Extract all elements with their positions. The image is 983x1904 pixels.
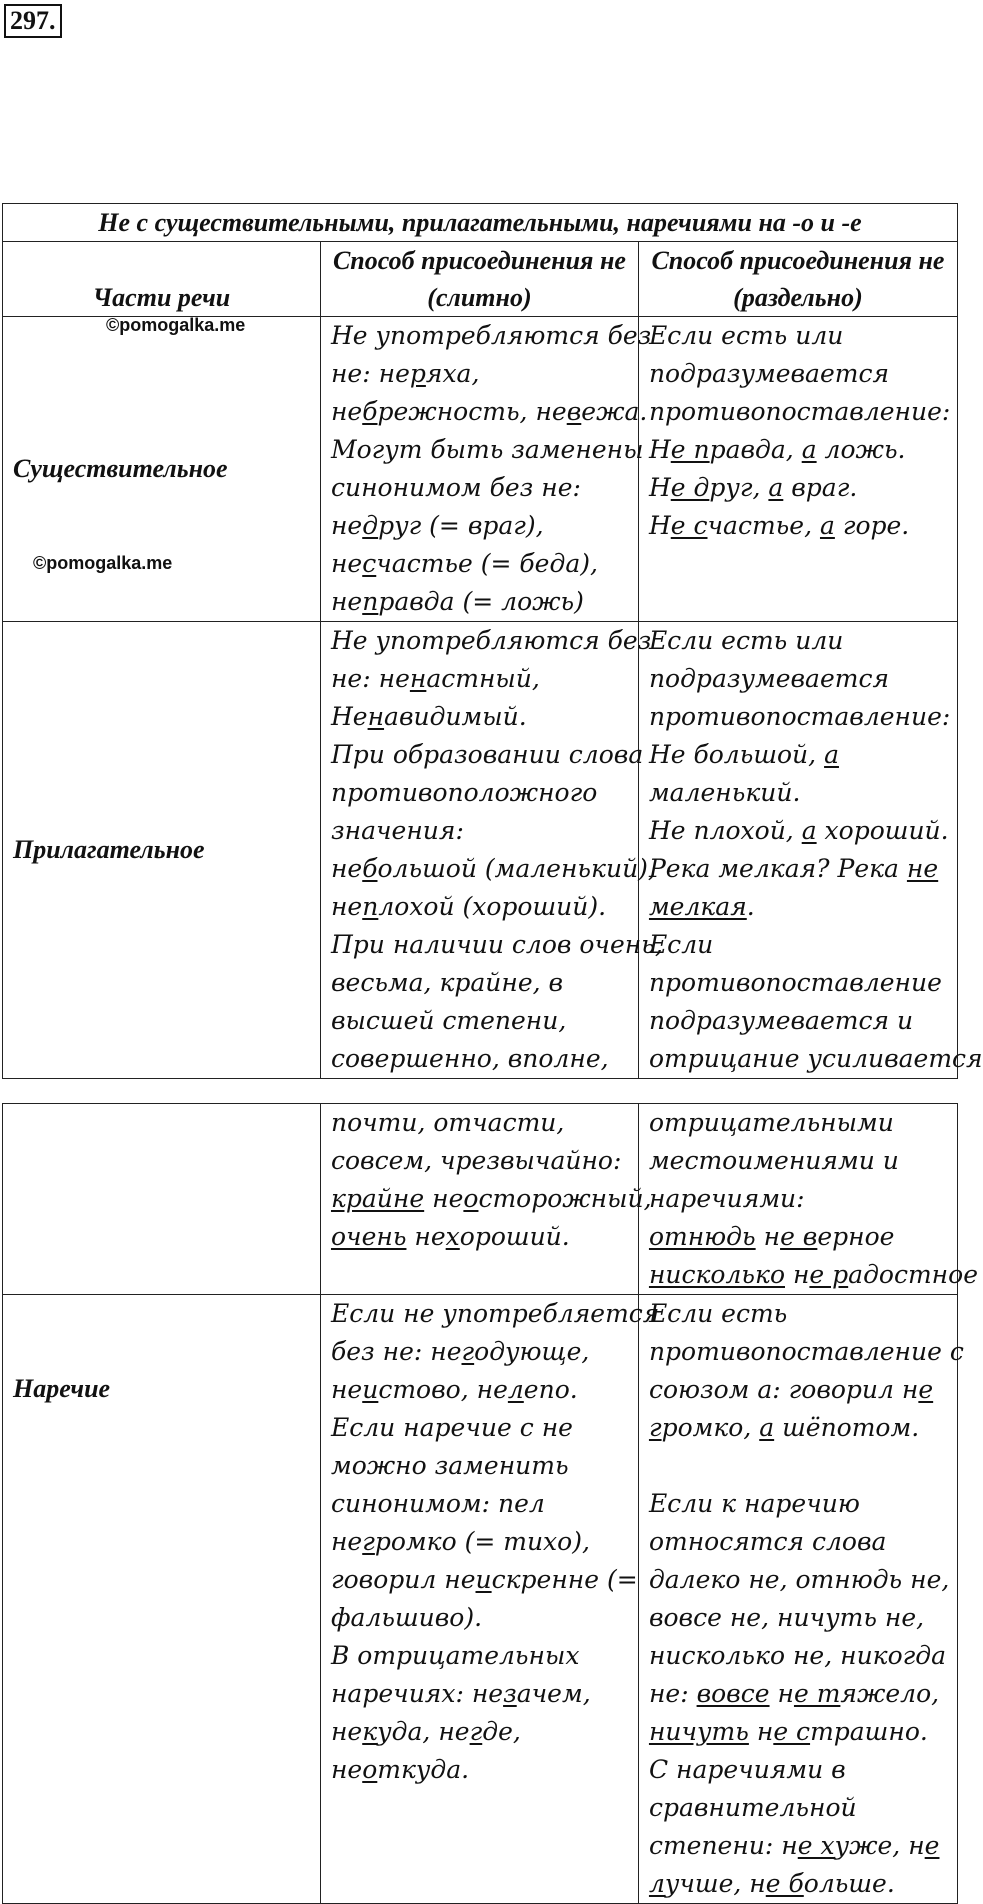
text-line: Не большой, а — [648, 740, 839, 769]
text-line: неистово, нелепо. — [330, 1375, 578, 1404]
text-line — [649, 1447, 947, 1485]
text-line: При образовании слова — [330, 740, 644, 769]
table-row — [3, 622, 958, 1079]
text-line: сравнительной — [648, 1793, 857, 1822]
text-line: не: ненастный, — [330, 664, 540, 693]
text-line: отнюдь не верное — [648, 1222, 895, 1251]
text-line: нисколько не, никогда — [648, 1641, 947, 1670]
part-of-speech-cell — [3, 1295, 321, 1904]
text-line: крайне неосторожный, — [330, 1184, 652, 1213]
text-line: Река мелкая? Река не — [648, 854, 939, 883]
slitno-cell — [320, 1104, 652, 1295]
text-line: неплохой (хороший). — [330, 892, 607, 921]
razdelno-cell — [638, 1295, 964, 1904]
text-line: далеко не, отнюдь не, — [648, 1565, 950, 1594]
text-line: подразумевается и — [648, 1006, 914, 1035]
text-line: Не счастье, а горе. — [648, 511, 910, 540]
razdelno-cell — [638, 622, 983, 1079]
table-title: Не с существительными, прилагательными, наречиями на -о и -е — [3, 204, 958, 242]
text-line: Не употребляются без — [330, 321, 652, 350]
part-of-speech-label: Прилагательное — [13, 835, 205, 864]
text-line: Если не употребляется — [330, 1299, 660, 1328]
text-line: совершенно, вполне, — [330, 1044, 609, 1073]
header-slitno: Способ присоединения не (слитно) — [320, 242, 638, 317]
text-line: совсем, чрезвычайно: — [330, 1146, 622, 1175]
text-line: громко, а шёпотом. — [648, 1413, 920, 1442]
text-line: ничуть не страшно. — [648, 1717, 928, 1746]
text-line: некуда, негде, — [330, 1717, 521, 1746]
part-of-speech-cell — [3, 1104, 321, 1295]
text-line: очень нехороший. — [330, 1222, 570, 1251]
text-line: С наречиями в — [648, 1755, 846, 1784]
part-of-speech-cell — [3, 317, 321, 622]
part-of-speech-cell — [3, 622, 321, 1079]
text-line: значения: — [330, 816, 464, 845]
text-line: недруг (= враг), — [330, 511, 544, 540]
text-line: нисколько не радостное — [648, 1260, 978, 1289]
part-of-speech-label: Существительное — [13, 454, 228, 483]
rules-table-part-2 — [2, 1103, 978, 1904]
watermark: ©pomogalka.me — [106, 315, 246, 335]
text-line: отрицание усиливается — [648, 1044, 983, 1073]
text-line: Если есть или — [648, 321, 844, 350]
text-line: союзом а: говорил не — [648, 1375, 934, 1404]
text-line: фальшиво). — [330, 1603, 483, 1632]
table-row — [3, 1104, 958, 1295]
text-line: Не плохой, а хороший. — [648, 816, 949, 845]
exercise-number: 297. — [4, 4, 62, 38]
text-line: не: неряха, — [330, 359, 480, 388]
text-line: вовсе не, ничуть не, — [648, 1603, 925, 1632]
text-line: Могут быть заменены — [330, 435, 644, 464]
header-razdelno: Способ присоединения не (раздельно) — [638, 242, 957, 317]
text-line: наречиями: — [648, 1184, 805, 1213]
text-line: Если есть или — [648, 626, 844, 655]
table-header-row — [3, 242, 958, 317]
table-row — [3, 317, 958, 622]
text-line: несчастье (= беда), — [330, 549, 598, 578]
text-line: степени: не хуже, не — [648, 1831, 940, 1860]
watermark: ©pomogalka.me — [33, 553, 173, 573]
slitno-cell — [320, 1295, 660, 1904]
text-line: говорил неискренне (= — [330, 1565, 638, 1594]
text-line: лучше, не больше. — [648, 1869, 895, 1898]
text-line: При наличии слов очень, — [330, 930, 663, 959]
text-line: неоткуда. — [330, 1755, 470, 1784]
text-line: синонимом без не: — [330, 473, 581, 502]
text-line: не: вовсе не тяжело, — [648, 1679, 940, 1708]
text-line: Если наречие с не — [330, 1413, 573, 1442]
text-line: противопоставление — [648, 968, 942, 997]
razdelno-cell — [638, 317, 957, 622]
text-line: противопоставление: — [648, 702, 951, 731]
part-of-speech-label: Наречие — [13, 1374, 111, 1403]
text-line: синонимом: пел — [330, 1489, 545, 1518]
text-line: небрежность, невежа. — [330, 397, 648, 426]
text-line: высшей степени, — [330, 1006, 567, 1035]
text-line: противоположного — [330, 778, 598, 807]
text-line: Если — [648, 930, 714, 959]
text-line: мелкая. — [648, 892, 755, 921]
text-line: противопоставление с — [648, 1337, 964, 1366]
text-line: Не друг, а враг. — [648, 473, 858, 502]
text-line: отрицательными — [648, 1108, 894, 1137]
text-line: без не: негодующе, — [330, 1337, 590, 1366]
text-line: неправда (= ложь) — [330, 587, 584, 616]
text-line: Если к наречию — [648, 1489, 860, 1518]
razdelno-cell — [638, 1104, 978, 1295]
text-line: можно заменить — [330, 1451, 569, 1480]
text-line: Ненавидимый. — [330, 702, 527, 731]
text-line: весьма, крайне, в — [330, 968, 564, 997]
text-line: наречиях: незачем, — [330, 1679, 591, 1708]
text-line: подразумевается — [648, 359, 890, 388]
table-title-row — [3, 204, 958, 242]
slitno-cell — [320, 622, 663, 1079]
text-line: относятся слова — [648, 1527, 887, 1556]
text-line: Если есть — [648, 1299, 788, 1328]
text-line: Не правда, а ложь. — [648, 435, 906, 464]
slitno-cell — [320, 317, 652, 622]
text-line: небольшой (маленький), — [330, 854, 656, 883]
text-line: маленький. — [648, 778, 801, 807]
text-line: негромко (= тихо), — [330, 1527, 590, 1556]
header-parts-of-speech: Части речи — [3, 242, 321, 317]
text-line: Не употребляются без — [330, 626, 652, 655]
text-line: местоимениями и — [648, 1146, 899, 1175]
text-line: подразумевается — [648, 664, 890, 693]
table-row — [3, 1295, 958, 1904]
text-line: В отрицательных — [330, 1641, 580, 1670]
text-line: противопоставление: — [648, 397, 951, 426]
rules-table-part-1 — [2, 203, 983, 1079]
text-line: почти, отчасти, — [330, 1108, 565, 1137]
